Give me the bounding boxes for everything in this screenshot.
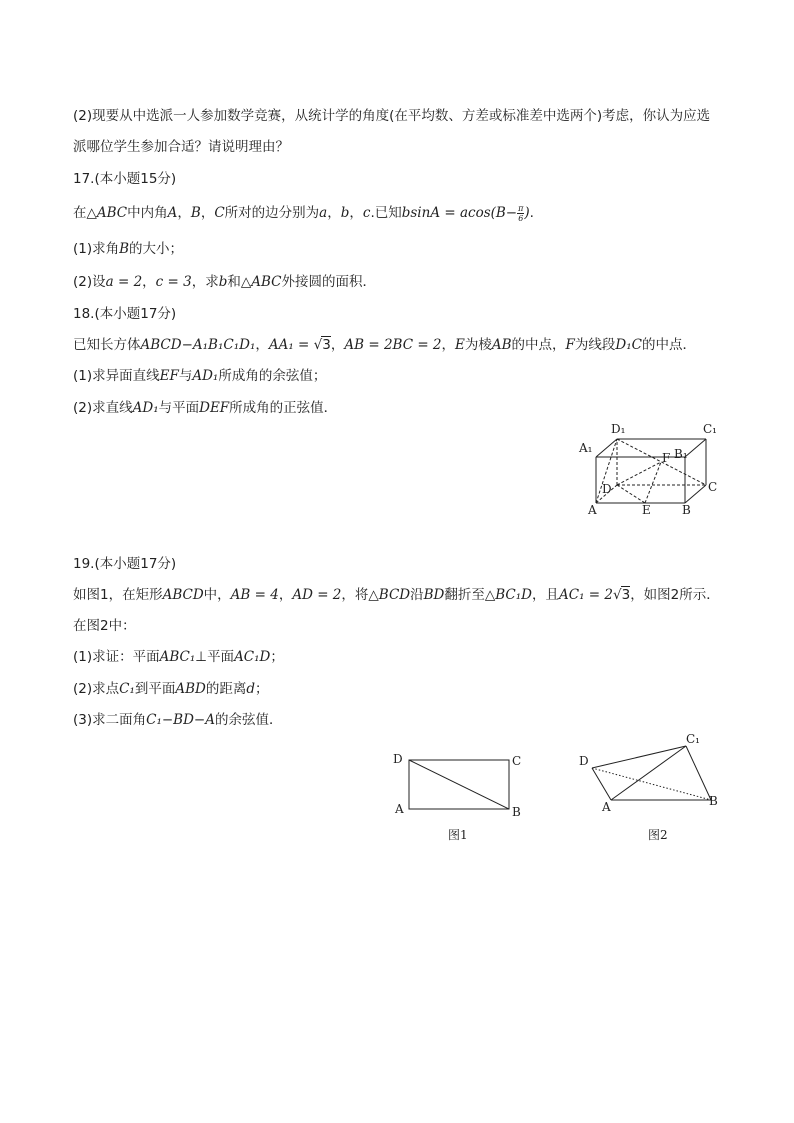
q17-stem: 在△ABC中内角A，B，C所对的边分别为a，b，c.已知bsinA = acos(B− $\frac{\pi}{6}$ ). xyxy=(73,203,534,223)
label-e: E xyxy=(642,503,651,517)
q18-part2: (2)求直线AD₁与平面DEF所成角的正弦值． xyxy=(73,400,338,416)
label-c: C xyxy=(708,480,718,494)
q19-part1: (1)求证：平面ABC₁⊥平面AC₁D； xyxy=(73,649,284,665)
edge-c1-b xyxy=(686,746,711,800)
fig1-label-a: A xyxy=(395,802,404,816)
fig1-label-c: C xyxy=(512,754,522,768)
label-a: A xyxy=(588,503,597,517)
fig2-label-a: A xyxy=(602,800,611,814)
edge-b-c xyxy=(685,485,706,503)
q18-part1: (1)求异面直线EF与AD₁所成角的余弦值； xyxy=(73,368,327,384)
q19-part3: (3)求二面角C₁−BD−A的余弦值． xyxy=(73,712,283,728)
edge-a-c1 xyxy=(611,746,686,800)
label-c1: C₁ xyxy=(703,422,717,436)
figure-1-rectangle xyxy=(390,750,535,845)
edge-d-c1 xyxy=(592,746,686,768)
q19-header: 19.(本小题17分) xyxy=(73,556,177,572)
diagonal-bd xyxy=(409,760,509,809)
label-b: B xyxy=(682,503,691,517)
q19-part2: (2)求点C₁到平面ABD的距离d； xyxy=(73,681,269,697)
fig2-label-d: D xyxy=(579,754,589,768)
fig1-label-d: D xyxy=(393,752,403,766)
label-d: D xyxy=(602,482,612,496)
label-f: F xyxy=(662,451,671,465)
q17-equation: bsinA = acos(B− xyxy=(401,205,518,221)
q19-stem: 如图1，在矩形ABCD中，AB = 4，AD = 2，将△BCD沿BD翻折至△BC₁D，且AC₁ = 2√3，如图2所示． xyxy=(73,587,720,603)
edge-b1-c1 xyxy=(685,439,706,457)
fig2-label-c1: C₁ xyxy=(686,732,700,746)
q16-part2-line2: 派哪位学生参加合适？请说明理由？ xyxy=(73,139,289,155)
fig1-label-b: B xyxy=(512,805,521,819)
label-b1: B₁ xyxy=(674,447,688,461)
q17-part2: (2)设a = 2，c = 3，求b和△ABC外接圆的面积． xyxy=(73,274,377,290)
q17-header: 17.(本小题15分) xyxy=(73,171,177,187)
label-a1: A₁ xyxy=(579,441,593,455)
fig2-label-b: B xyxy=(709,794,718,808)
segment-e-f xyxy=(645,462,661,503)
figure-2-folded xyxy=(575,730,735,845)
label-d1: D₁ xyxy=(611,422,626,436)
fig2-caption: 图2 xyxy=(648,828,668,842)
q16-part2-line1: (2)现要从中选派一人参加数学竞赛，从统计学的角度(在平均数、方差或标准差中选两个)考虑，你认为应选 xyxy=(73,108,711,124)
segment-d-e xyxy=(617,485,645,503)
pi-over-6-fraction: $\frac{\pi}{6}$ xyxy=(518,203,524,223)
q17-part1: (1)求角B的大小； xyxy=(73,241,184,257)
dotted-bd xyxy=(592,768,711,800)
q18-header: 18.(本小题17分) xyxy=(73,306,177,322)
q19-line2: 在图2中： xyxy=(73,618,136,634)
cuboid-figure xyxy=(560,415,730,525)
q18-stem: 已知长方体ABCD−A₁B₁C₁D₁，AA₁ = √3，AB = 2BC = 2，E为棱AB的中点，F为线段D₁C的中点． xyxy=(73,337,696,353)
edge-d-a xyxy=(592,768,611,800)
fig1-caption: 图1 xyxy=(448,828,468,842)
segment-d-f xyxy=(617,462,661,485)
